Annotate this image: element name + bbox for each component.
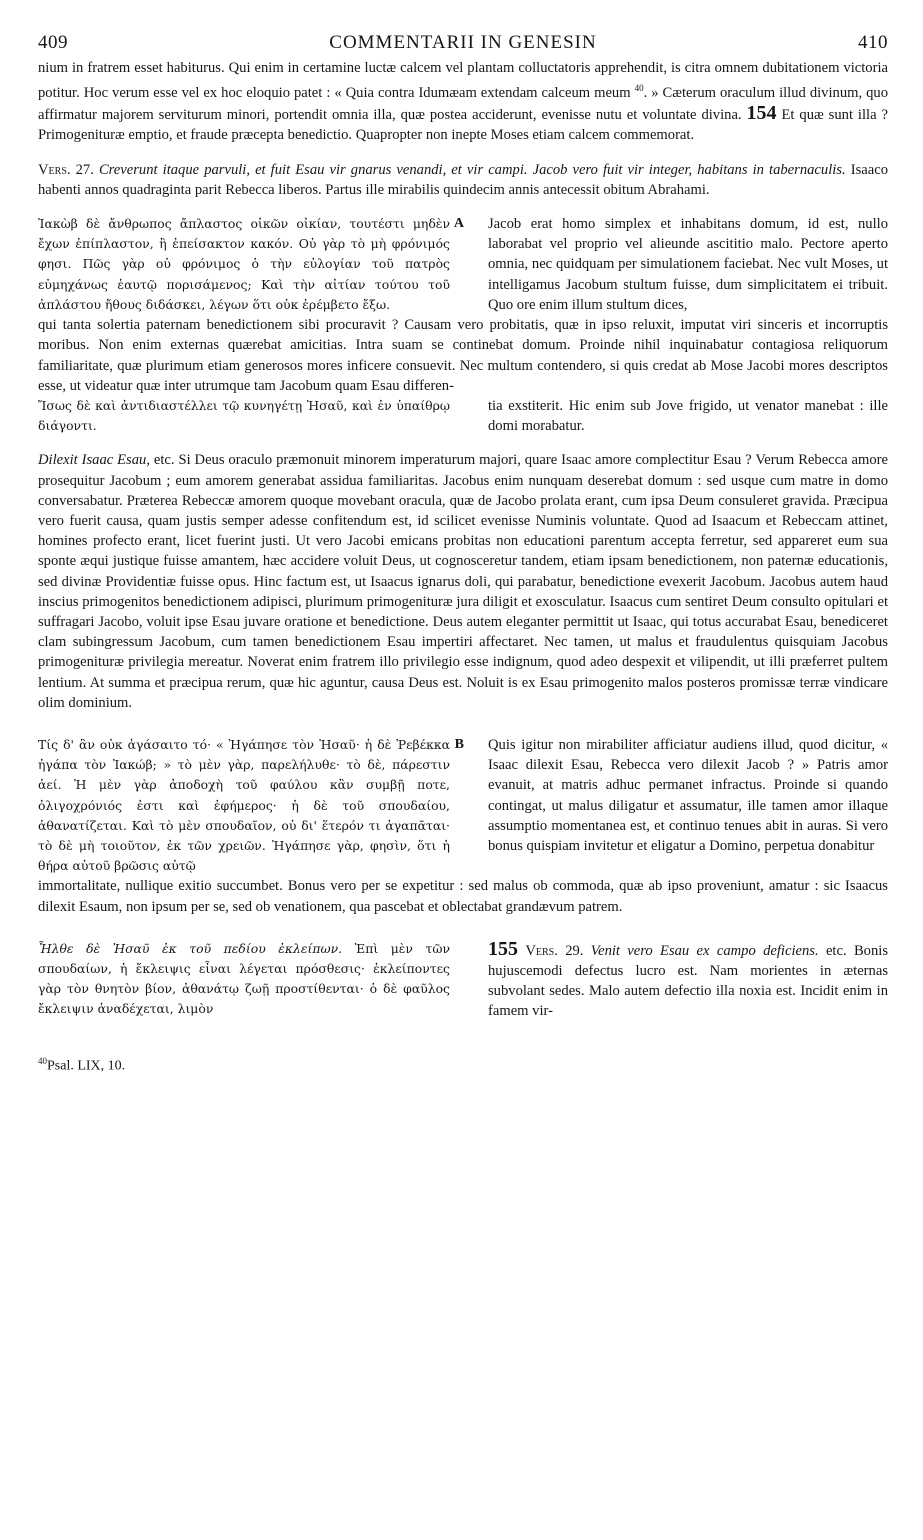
paragraph-dilexit (38, 450, 888, 713)
lemma: Dilexit Isaac Esau, (38, 452, 150, 469)
page-header (38, 30, 888, 58)
greek-lemma: Ἦλθε δὲ Ἠσαῦ ἐκ τοῦ πεδίου ἐκλείπων. (38, 940, 343, 956)
running-title: COMMENTARII IN GENESIN (329, 32, 597, 53)
latin-column (488, 939, 888, 1022)
paragraph-full-width: qui tanta solertia paternam benedictionem sibi procuravit ? Causam vero probitatis, quæ in ipso reluxit, imputat viri sinceris et incorruptis moribus. Non enim externas quærebat amicitias. Intra suam se continebat domum. Proinde nihil inquinabatur contagiosa reliquorum familiaritate, quæ plurimum etiam generosos mores inficere consuevit. Nec multum contendero, si quis credat ab Mose Jacobi mores descriptos esse, ut videatur quæ inter utrumque tam Jacobum quam Esau differen- (38, 317, 888, 394)
greek-column (38, 214, 464, 315)
section-number: 155 (488, 937, 518, 960)
paragraph-opening (38, 58, 888, 146)
page (38, 30, 888, 1074)
greek-text: Τίς δ' ἂν οὐκ ἀγάσαιτο τό· « Ἠγάπησε τὸν Ἠσαῦ· ἡ δὲ Ῥεβέκκα ἠγάπα τὸν Ἰακώβ; » τὸ μὲν γὰρ, παρελήλυθε· τὸ δὲ, πάρεστιν ἀεί. Ἡ μὲν γὰρ ἀποδοχὴ τοῦ φαύλου κἂν συμβῇ ποτε, ὀλιγοχρόνιός ἐστι καὶ ἐφήμερος· ἡ δὲ τοῦ σπουδαίου, ἀθανατίζεται. Καὶ τὸ μὲν σπουδαῖον, οὐ δι' ἕτερόν τι ἀγαπᾶται· τὸ δὲ μὴ τοιοῦτον, ἐκ τῶν χρειῶν. Ἠγάπησε γὰρ, φησὶν, ὅτι ἡ θήρα αὐτοῦ βρῶσις αὐτῷ (38, 736, 450, 874)
greek-text: Ἰακὼβ δὲ ἄνθρωπος ἄπλαστος οἰκῶν οἰκίαν, τουτέστι μηδὲν ἔχων ἐπίπλαστον, ἢ ἐπείσακτον κακόν. Οὐ γὰρ τὸ μὴ φρόνιμός φησι. Πῶς γὰρ οὐ φρόνιμος ὁ τὴν εὐλογίαν τοῦ πατρὸς εὐμηχάνως ἑαυτῷ πορισάμενος; Καὶ τὴν αἰτίαν τούτου τοῦ ἀπλάστου ἤθους διδάσκει, λέγων ὅτι οὐκ ἐρέμβετο ἔξω. (38, 216, 450, 312)
paragraph-text: nium in fratrem esset habiturus. Qui enim in certamine luctæ calcem vel plantam colluctatoris apprehendit, is citra omnem dubitationem victoria potitur. Hoc verum esse vel ex hoc eloquio patet : « Quia contra Idumæam extendam calceum meum (38, 60, 888, 102)
paragraph-full-width: immortalitate, nullique exitio succumbet. Bonus vero per se expetitur : sed malus ob commoda, quæ ab ipso proveniunt, amatur : sic Isaacus dilexit Esaum, non ipsum per se, sed ob venationem, qua pascebat et oblectabat grandævum patrem. (38, 878, 888, 915)
verse-text: Creverunt itaque parvuli, et fuit Esau vir gnarus venandi, et vir campi. Jacob vero fuit vir integer, habitans in tabernaculis. (98, 161, 846, 178)
greek-column: Ἴσως δὲ καὶ ἀντιδιαστέλλει τῷ κυνηγέτῃ Ἠσαῦ, καὶ ἐν ὑπαίθρῳ διάγοντι. (38, 397, 450, 434)
latin-column: Jacob erat homo simplex et inhabitans domum, id est, nullo laborabat vel proprio vel alieunde ascititio malo. Pectore aperto omnia, nec quidquam per simulationem faciebat. Nec vult Moses, ut intelligamus Jacobum stultum fuisse, dum simplicitatem ei tribuit. Quo ore enim illum stultum dices, (488, 216, 888, 313)
parallel-columns-1 (38, 214, 888, 315)
verse-ref: Vers. 27. (38, 161, 94, 178)
greek-column (38, 735, 464, 876)
latin-text: etc. Bonis hujuscemodi defectus lucro est. Nam morientes in æternas subvolant sedes. Malo autem defectio illa noxia est. Incidit enim in famem vir- (488, 942, 889, 1020)
page-number-right: 410 (858, 32, 888, 53)
footnote-number: 40 (38, 1055, 47, 1066)
margin-marker: B (454, 736, 464, 752)
parallel-columns-3 (38, 735, 888, 876)
paragraph-text: . » Cæterum oraculum illud divinum, quo affirmatur majorem serviturum minori, portendit omnia illa, quæ postea acciderunt, evenisse nutu et voluntate divina. (38, 85, 888, 124)
footnote (38, 1056, 888, 1075)
greek-text: Ἐπὶ μὲν τῶν σπουδαίων, ἡ ἔκλειψις εἶναι λέγεται πρόσθεσις· ἐκλείποντες γὰρ τὸν θνητὸν βίον, ἀθανάτῳ ζωῇ προστίθενται· ὁ δὲ φαῦλος ἔκλειψιν ἀναδέχεται, λιμὸν (38, 940, 450, 1017)
footnote-ref: 40 (634, 83, 644, 94)
verse-text: Venit vero Esau ex campo deficiens. (590, 942, 819, 959)
verse-ref: Vers. 29. (525, 942, 584, 959)
paragraph-verse-27 (38, 160, 888, 200)
parallel-columns-2 (38, 396, 888, 436)
greek-column (38, 939, 450, 1022)
paragraph-text: Isaaco habenti annos quadraginta parit Rebecca liberos. Partus ille mirabilis quindecim annis antecessit obitum Abrahami. (38, 161, 888, 198)
paragraph-text: Et quæ sunt illa ? Primogenituræ emptio, et fraude præcepta benedictio. Quapropter non inepte Moses etiam calcem commemorat. (38, 107, 888, 144)
paragraph-text: etc. Si Deus oraculo præmonuit minorem imperaturum majori, quare Isaac amore complectitur Esau ? Verum Rebecca amore prosequitur Jacobum ; eum amorem generabat assidua familiaritas. Jacobus enim nunquam deserebat domum : sed usque cum matre in domo conversabatur. Præterea Rebeccæ amorem quoque movebant oracula, quæ de Jacobo prolata erant, cum ipsa Deum consuleret gravida. Præcipua vero fuerit causa, quam justis semper adesse confitendum est, id scilicet evenisse Numinis voluntate. Quod ad Isaacum et Rebeccam attinet, homines profecto erant, licet fuerint justi. Ut vero Jacobi emicans probitas non educationi parentum accepta ferretur, sed appareret eum sua sponte æqui justique fuisse amantem, hæc accidere voluit Deus, ut cognosceretur tandem, etiam ipsam benedictionem, non paternæ educationis, sed divinæ Providentiæ fuisse opus. Hinc factum est, ut Isaacus ignarus doli, qui parabatur, benedictione evexerit Jacobum. Jacobus autem haud inscius primogenitos benedictionem adipisci, plurimum primogenituræ jura diligit et exosculatur. Isaacus cum sentiret Deum consulto opitulari et suffragari Jacobo, voluit ipse Esau juvare oratione et benedictione. Deus autem eleganter permittit ut Isaac, qui totus accurabat Esau, benediceret clam subingressum Jacobum, cum tamen benedictionem Esau impertiri affectaret. Nec tamen, ut malus et fraudulentus quisquiam Jacobus primogenituræ privilegia mereatur. Noverat enim fratrem illo privilegio esse indignum, quod adeo despexit et vilipendit, ut illi præferret pultem lentium. At summa et præcipua rerum, quæ hic aguntur, causa Deus est. Noluit is ex Esau primogenito malos posteros promissæ terræ vindicare olim dominium. (38, 452, 888, 711)
page-number-left: 409 (38, 32, 68, 53)
footnote-text: Psal. LIX, 10. (47, 1058, 126, 1074)
latin-column: Quis igitur non mirabiliter afficiatur audiens illud, quod dicitur, « Isaac dilexit Esau, Rebecca vero dilexit Jacob ? » Patris amor evanuit, at matris adhuc permanet infractus. Proinde si quando contingat, ut malus diligatur et assumatur, ille tamen amor illaque assumptio momentanea est, et continuo tenues abit in auras. Si vero bonus quispiam invitetur et eligatur a Domino, perpetua donabitur (488, 736, 888, 854)
margin-marker: A (453, 216, 464, 232)
section-number: 154 (746, 102, 777, 125)
latin-column: tia exstiterit. Hic enim sub Jove frigido, ut venator manebat : ille domi morabatur. (488, 397, 888, 435)
parallel-columns-4 (38, 939, 888, 1022)
